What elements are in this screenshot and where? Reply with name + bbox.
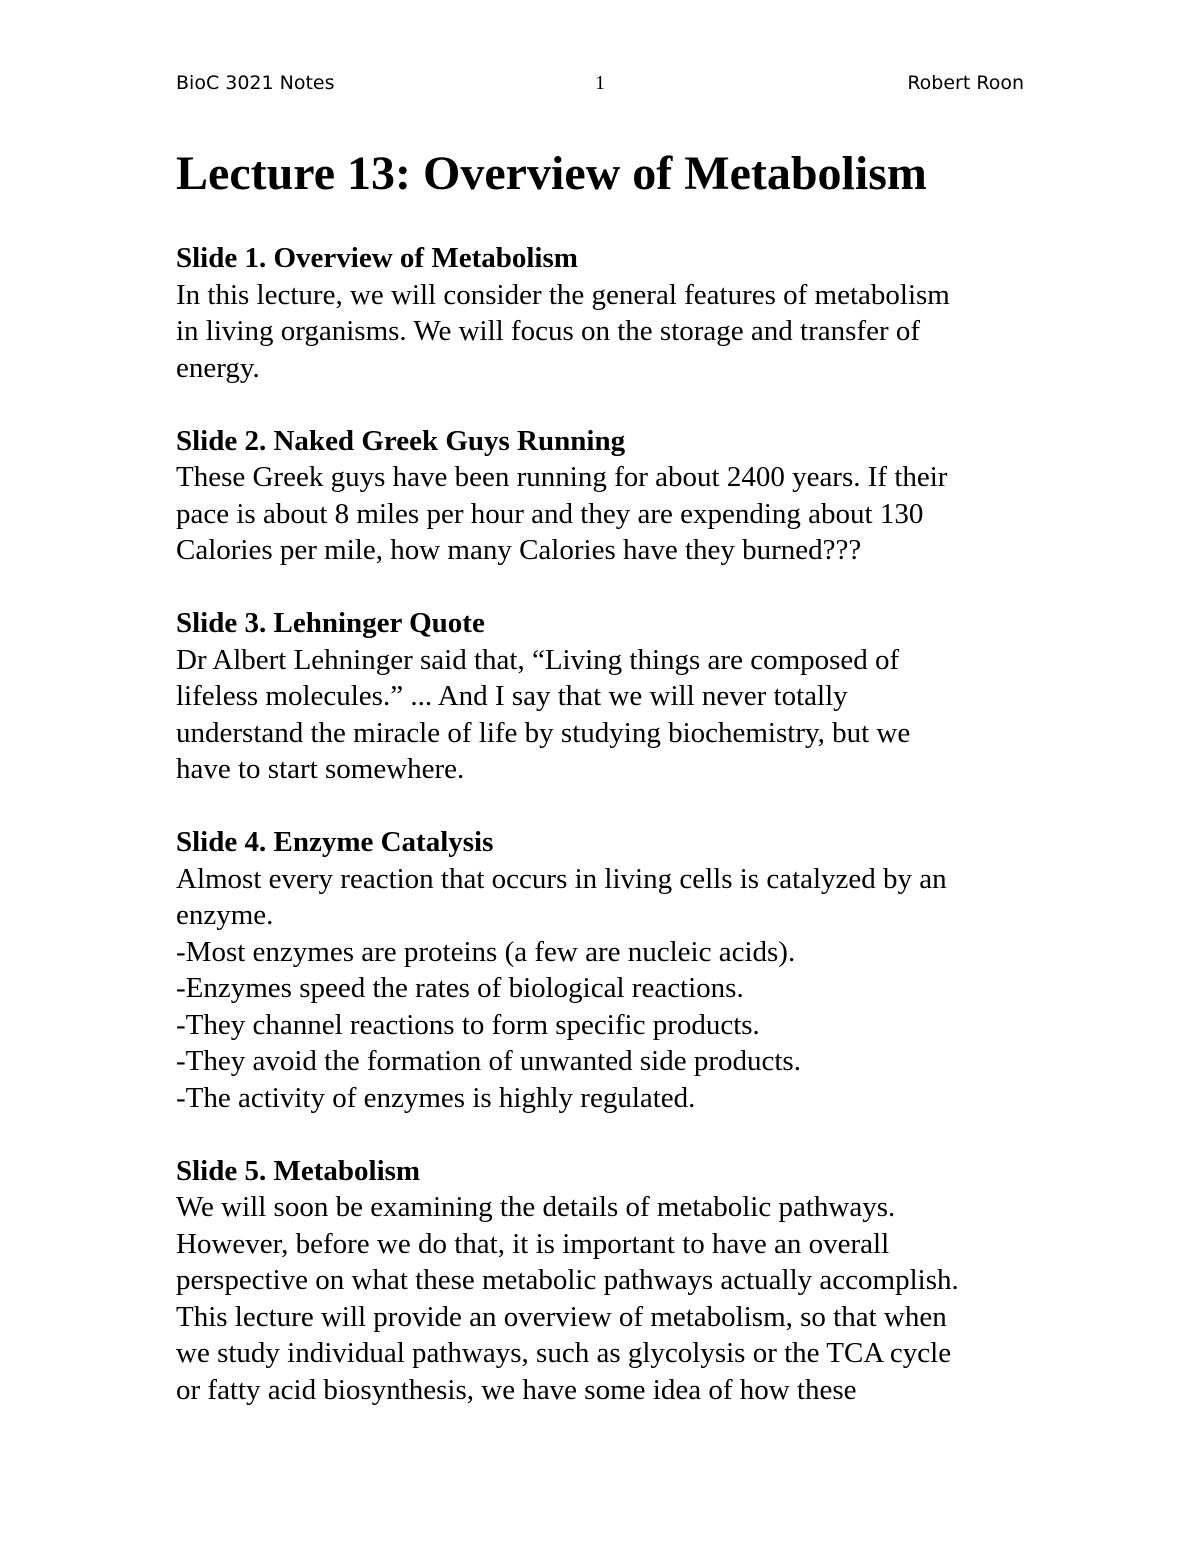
body-line: This lecture will provide an overview of metabolism, so that when — [176, 1300, 947, 1333]
bullet-line: -They channel reactions to form specific products. — [176, 1008, 760, 1041]
body-line: energy. — [176, 351, 260, 384]
bullet-line: -Most enzymes are proteins (a few are nucleic acids). — [176, 935, 796, 968]
body-line: understand the miracle of life by studying biochemistry, but we — [176, 716, 911, 749]
section-slide-5 — [176, 1153, 1036, 1409]
section-heading: Slide 2. Naked Greek Guys Running — [176, 424, 626, 457]
body-line: Almost every reaction that occurs in living cells is catalyzed by an — [176, 862, 947, 895]
body-line: perspective on what these metabolic pathways actually accomplish. — [176, 1264, 959, 1296]
section-heading: Slide 1. Overview of Metabolism — [176, 242, 578, 274]
body-line: pace is about 8 miles per hour and they are expending about 130 — [176, 497, 924, 530]
section-slide-1 — [176, 240, 1036, 386]
body-line: These Greek guys have been running for about 2400 years. If their — [176, 461, 948, 493]
body-line: or fatty acid biosynthesis, we have some idea of how these — [176, 1373, 857, 1406]
document-body — [176, 240, 1036, 1445]
section-slide-2 — [176, 423, 1036, 569]
section-slide-3 — [176, 605, 1036, 788]
header-course: BioC 3021 Notes — [176, 72, 335, 94]
section-heading: Slide 3. Lehninger Quote — [176, 607, 485, 639]
body-line: have to start somewhere. — [176, 753, 465, 785]
page-title: Lecture 13: Overview of Metabolism — [176, 147, 927, 200]
bullet-line: -Enzymes speed the rates of biological reactions. — [176, 972, 744, 1004]
body-line: we study individual pathways, such as glycolysis or the TCA cycle — [176, 1337, 952, 1369]
page-header — [176, 72, 1024, 102]
body-line: We will soon be examining the details of metabolic pathways. — [176, 1191, 896, 1223]
body-line: Dr Albert Lehninger said that, “Living things are composed of — [176, 643, 900, 676]
header-author: Robert Roon — [907, 72, 1024, 94]
header-page-number: 1 — [595, 72, 605, 94]
section-slide-4 — [176, 824, 1036, 1116]
body-line: in living organisms. We will focus on the storage and transfer of — [176, 315, 921, 347]
bullet-line: -The activity of enzymes is highly regulated. — [176, 1081, 696, 1114]
section-heading: Slide 4. Enzyme Catalysis — [176, 826, 494, 858]
body-line: However, before we do that, it is important to have an overall — [176, 1227, 890, 1260]
bullet-line: -They avoid the formation of unwanted side products. — [176, 1045, 801, 1077]
body-line: lifeless molecules.” ... And I say that we will never totally — [176, 680, 848, 712]
body-line: Calories per mile, how many Calories have they burned??? — [176, 534, 862, 566]
section-heading: Slide 5. Metabolism — [176, 1154, 421, 1187]
body-line: enzyme. — [176, 899, 274, 931]
body-line: In this lecture, we will consider the general features of metabolism — [176, 278, 950, 311]
